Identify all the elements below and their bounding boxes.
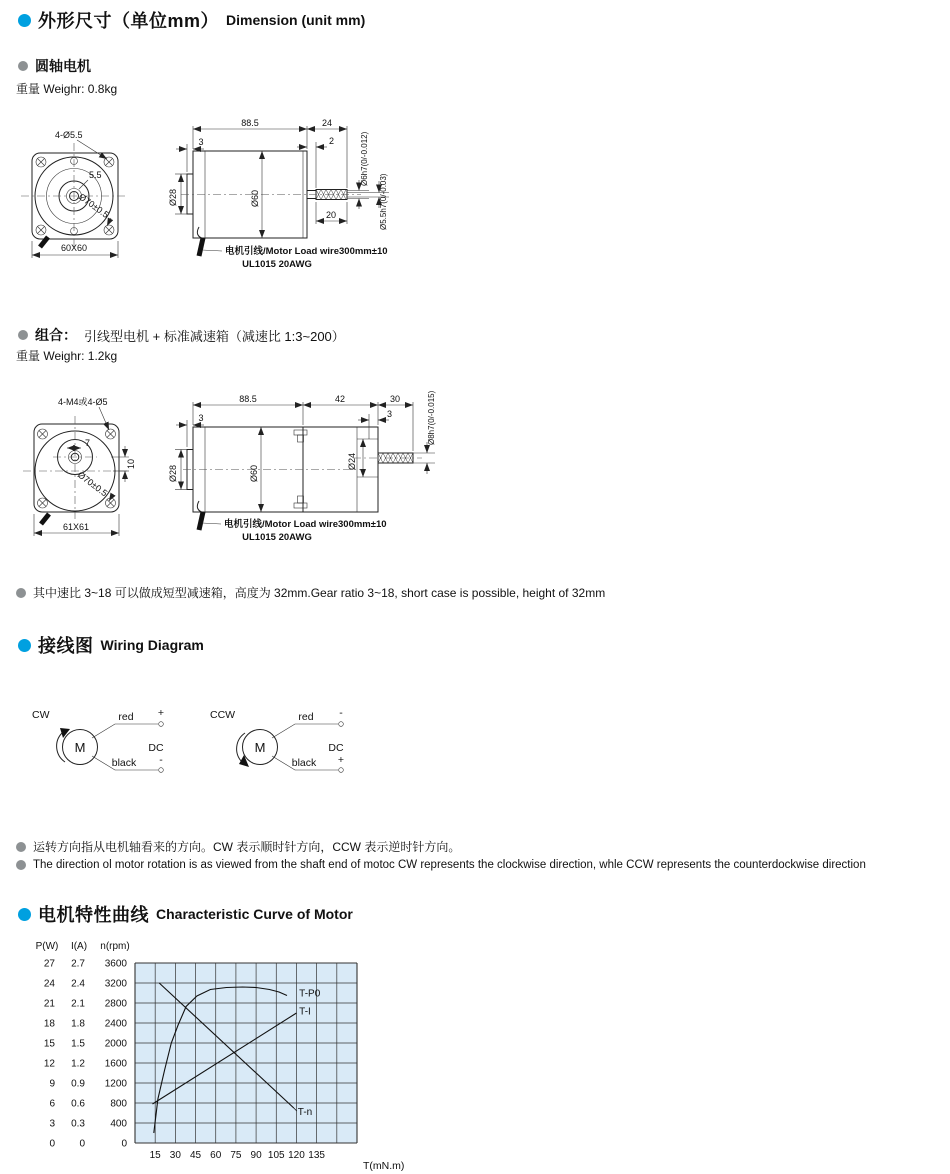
subsection-bullet-icon: [18, 61, 28, 71]
side-output-dia: Ø24: [347, 452, 357, 470]
y-tick-label: 2400: [104, 1018, 127, 1030]
wiring-diagram: [15, 700, 415, 800]
round-motor-side-view: [168, 118, 389, 270]
y-tick-label: 0.9: [71, 1078, 85, 1090]
plus-terminal: +: [157, 707, 165, 719]
side-step-dim: 3: [387, 409, 393, 419]
y-tick-label: 21: [43, 998, 55, 1010]
section-bullet-icon: [18, 639, 31, 652]
front-bcd-label: Ø70±0.5: [75, 469, 110, 499]
side-shaft-length: 30: [389, 394, 401, 404]
rotation-note-en: [16, 859, 866, 871]
wiring-title-en: Wiring Diagram: [100, 637, 204, 653]
section-header-dimension: [18, 7, 365, 33]
side-body-length: 88.5: [241, 118, 259, 128]
plus-terminal: +: [337, 754, 345, 766]
subsection-bullet-icon: [18, 330, 28, 340]
wiring-ccw-circuit: [210, 707, 344, 772]
y-axis-title: P(W): [35, 941, 59, 952]
y-axis-title: n(rpm): [100, 941, 130, 952]
round-motor-drawing: [15, 110, 435, 290]
geared-motor-front-view: [23, 396, 136, 536]
y-tick-label: 0.3: [71, 1118, 85, 1130]
side-wire-label-cn: 电机引线/Motor Load wire300mm±10: [225, 246, 388, 257]
motor-symbol: M: [254, 740, 266, 755]
minus-terminal: -: [339, 707, 343, 719]
y-tick-label: 2.4: [71, 978, 85, 990]
minus-terminal: -: [159, 754, 163, 766]
side-wire-label-cn: 电机引线/Motor Load wire300mm±10: [224, 519, 387, 530]
x-tick-label: 105: [267, 1150, 285, 1161]
front-holes-label: 4-M4或4-Ø5: [58, 397, 108, 407]
dc-supply-label: DC: [328, 742, 344, 754]
side-wire-label-en: UL1015 20AWG: [242, 532, 312, 543]
geared-motor-drawing: [15, 386, 460, 568]
side-shaft-end-dia: Ø5.5h7(0/-0.03): [379, 173, 388, 230]
dimension-title-en: Dimension (unit mm): [226, 12, 366, 28]
section-bullet-icon: [18, 908, 31, 921]
round-motor-weight: 重量 Weighr: 0.8kg: [16, 82, 118, 96]
motor-symbol: M: [74, 740, 86, 755]
front-depth-label: 7: [85, 438, 91, 448]
y-tick-label: 1.8: [71, 1018, 85, 1030]
black-wire-label: black: [111, 757, 137, 769]
front-holes-label: 4-Ø5.5: [55, 130, 83, 140]
geared-motor-weight: 重量 Weighr: 1.2kg: [16, 349, 118, 363]
y-tick-label: 3600: [104, 958, 127, 970]
y-tick-label: 18: [43, 1018, 55, 1030]
x-tick-label: 90: [250, 1150, 262, 1161]
x-axis-title: T(mN.m): [363, 1160, 405, 1172]
dimension-title-cn: 外形尺寸（单位mm）: [38, 11, 220, 31]
cw-label: CW: [32, 709, 50, 721]
y-tick-label: 0.6: [71, 1098, 85, 1110]
cw-rotation-arrow-icon: [60, 728, 70, 738]
geared-motor-side-view: [168, 390, 436, 543]
y-tick-label: 3: [49, 1118, 55, 1130]
y-tick-label: 12: [43, 1058, 55, 1070]
side-worm-length: 20: [325, 210, 337, 220]
gear-ratio-note: [16, 584, 605, 601]
subsection-round-shaft-motor: [18, 56, 91, 76]
rotation-note-cn: [16, 838, 460, 855]
side-shaft-dia: Ø8h7(0/-0.015): [427, 390, 436, 445]
y-tick-label: 1200: [104, 1078, 127, 1090]
geared-motor-label-bold: 组合：: [35, 327, 77, 343]
front-size-label: 60X60: [60, 243, 88, 253]
gear-ratio-note-text: 其中速比 3~18 可以做成短型减速箱，高度为 32mm.Gear ratio 3~18, short case is possible, height of 32mm: [33, 586, 606, 600]
geared-motor-label-rest: 引线型电机 + 标准减速箱（减速比 1:3~200）: [84, 328, 345, 344]
dc-supply-label: DC: [148, 742, 164, 754]
curve-title-cn: 电机特性曲线: [38, 905, 149, 925]
series-label-T-I: T-I: [299, 1006, 311, 1018]
note-bullet-icon: [16, 588, 26, 598]
series-label-T-P0: T-P0: [299, 988, 321, 1000]
y-tick-label: 6: [49, 1098, 55, 1110]
y-tick-label: 9: [49, 1078, 55, 1090]
y-tick-label: 2800: [104, 998, 127, 1010]
red-wire-label: red: [118, 711, 134, 723]
front-offset-label: 10: [126, 458, 136, 469]
side-shaft-length: 24: [321, 118, 333, 128]
x-tick-label: 60: [210, 1150, 222, 1161]
y-tick-label: 0: [79, 1138, 85, 1150]
front-depth-label: 5.5: [89, 170, 102, 180]
side-flange-dim: 3: [198, 137, 204, 147]
y-tick-label: 2.7: [71, 958, 85, 970]
note-bullet-icon: [16, 842, 26, 852]
rotation-note-cn-text: 运转方向指从电机轴看来的方向。CW 表示顺时针方向，CCW 表示逆时针方向。: [33, 840, 461, 854]
red-wire-label: red: [298, 711, 314, 723]
round-motor-front-view: [21, 130, 128, 258]
x-tick-label: 15: [149, 1150, 161, 1161]
y-tick-label: 1.5: [71, 1038, 85, 1050]
side-step-dim: 2: [329, 136, 335, 146]
front-size-label: 61X61: [62, 522, 90, 532]
y-axis-title: I(A): [70, 941, 88, 952]
rotation-note-en-text: The direction ol motor rotation is as viewed from the shaft end of motoc CW represents the clockwise direction, whle CCW represents the counterdockwise direction: [33, 859, 866, 871]
subsection-geared-motor: [18, 325, 345, 345]
x-tick-label: 30: [169, 1150, 181, 1161]
x-tick-label: 135: [308, 1150, 325, 1161]
x-tick-label: 45: [189, 1150, 202, 1161]
section-header-wiring: [18, 632, 204, 658]
y-tick-label: 1600: [104, 1058, 127, 1070]
y-tick-label: 0: [121, 1138, 127, 1150]
black-wire-label: black: [291, 757, 317, 769]
y-tick-label: 15: [43, 1038, 55, 1050]
y-tick-label: 2.1: [71, 998, 85, 1010]
side-body-dia: Ø60: [250, 189, 260, 207]
side-shaft-dia: Ø6h7(0/-0.012): [360, 131, 369, 186]
curve-title-en: Characteristic Curve of Motor: [156, 906, 353, 922]
side-boss-dia: Ø28: [168, 188, 178, 206]
side-flange-dim: 3: [198, 413, 204, 423]
y-tick-label: 3200: [104, 978, 127, 990]
characteristic-curve-chart: [25, 936, 455, 1174]
side-boss-dia: Ø28: [168, 464, 178, 482]
side-wire-label-en: UL1015 20AWG: [242, 259, 312, 270]
front-bcd-label: Ø70±0.5: [76, 191, 111, 220]
section-bullet-icon: [18, 14, 31, 27]
side-body-dia: Ø60: [249, 464, 259, 482]
note-bullet-icon: [16, 860, 26, 870]
y-tick-label: 0: [49, 1138, 55, 1150]
x-tick-label: 120: [288, 1150, 305, 1161]
y-tick-label: 2000: [104, 1038, 127, 1050]
section-header-curve: [18, 901, 353, 927]
x-tick-label: 75: [230, 1150, 242, 1161]
ccw-label: CCW: [210, 709, 236, 721]
side-body-length: 88.5: [239, 394, 257, 404]
y-tick-label: 24: [43, 978, 55, 990]
wiring-cw-circuit: [32, 707, 164, 772]
side-gear-length: 42: [334, 394, 346, 404]
y-tick-label: 27: [43, 958, 55, 970]
y-tick-label: 1.2: [71, 1058, 85, 1070]
y-tick-label: 400: [110, 1118, 127, 1130]
y-tick-label: 800: [110, 1098, 127, 1110]
round-shaft-motor-label: 圆轴电机: [35, 58, 91, 74]
series-label-T-n: T-n: [297, 1107, 313, 1118]
wiring-title-cn: 接线图: [38, 636, 94, 656]
